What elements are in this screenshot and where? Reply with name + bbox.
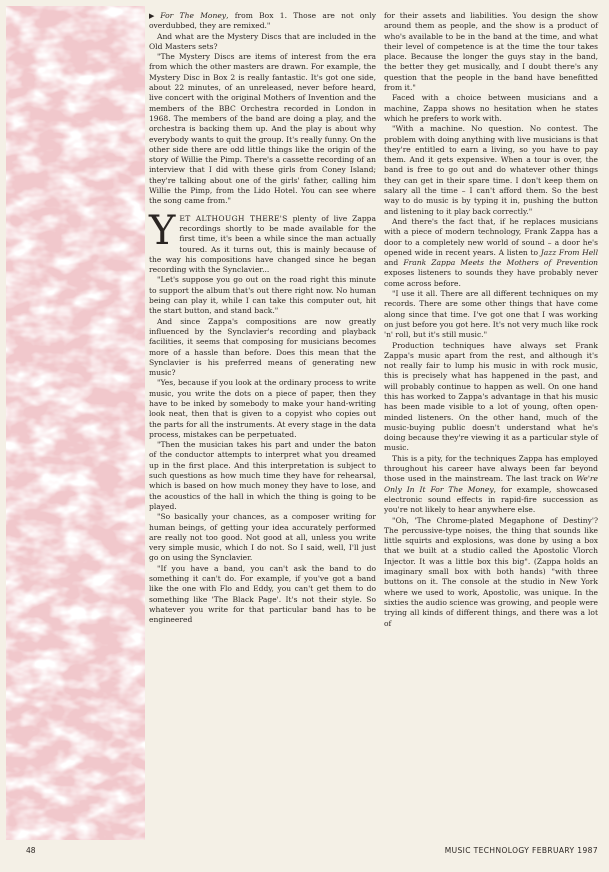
- paragraph: Faced with a choice between musicians and a machine, Zappa shows no hesitation when he states which he prefers to work with.: [384, 93, 598, 123]
- paragraph: ▶ For The Money, from Box 1. Those are not only overdubbed, they are remixed.": [149, 11, 376, 31]
- paragraph: "Then the musician takes his part and under the baton of the conductor attempts to interpret what you dreamed up in the first place. And this interpretation is subject to such questions as how much time they have for rehearsal, which is based on how much money they have to lose, and the acoustics of the hall in which the thing is going to be played.: [149, 440, 376, 511]
- paragraph: And what are the Mystery Discs that are included in the Old Masters sets?: [149, 31, 376, 51]
- album-title: We're Only In It For The Money: [384, 474, 598, 494]
- left-column: [149, 11, 376, 626]
- album-title: Frank Zappa Meets the Mothers of Prevention: [403, 258, 598, 268]
- paragraph: "If you have a band, you can't ask the band to do something it can't do. For example, if you've got a band like the one with Flo and Eddy, you can't get them to do something like 'The Black Page'. It's not their style. So whatever you write for that particular band has to be engineered: [149, 563, 376, 625]
- paragraph: "With a machine. No question. No contest. The problem with doing anything with live musicians is that they're entitled to earn a living, so you have to pay them. And it gets expensive. When a tour is over, the band is free to go out and do whatever other things they can get in their spare time. I don't keep them on salary all the time – I can't afford them. So the best way to do music is by typing it in, pushing the button and listening to it play back correctly.": [384, 124, 598, 216]
- drop-cap: Y: [149, 207, 176, 254]
- paragraph: for their assets and liabilities. You design the show around them as people, and the show is a product of who's available to be in the band at the time, and what their level of competence is at the time the tour takes place. Because the longer the guys stay in the band, the better they get musically, and I doubt there's any question that the people in the band have benefitted from it.": [384, 11, 598, 93]
- album-title: For The Money: [160, 11, 227, 20]
- paragraph: "Yes, because if you look at the ordinary process to write music, you write the dots on a piece of paper, then they have to be inked by somebody to make your hand-writing look neat, then that is given to a copyist who copies out the parts for all the instruments. At every stage in the data process, mistakes can be perpetuated.: [149, 378, 376, 439]
- section-start: YET ALTHOUGH THERE'S plenty of live Zappa recordings shortly to be made available for the first time, it's been a while since the man actually toured. As it turns out, this is mainly because of the way his compositions have changed since he began recording with the Synclavier...: [149, 207, 376, 275]
- paragraph: "The Mystery Discs are items of interest from the era from which the other masters are drawn. For example, the Mystery Disc in Box 2 is really fantastic. It's got one side, about 22 minutes, of an unreleased, never before heard, live concert with the original Mothers of Invention and the members of the BBC Orchestra recorded in London in 1968. The members of the band are doing a play, and the orchestra is backing them up. And the play is about why everybody wants to quit the group. It's really funny. On the other side there are odd little things like the origin of the story of Willie the Pimp. There's a cassette recording of an interview that I did with these girls from Coney Island; they're talking about one of the girls' father, calling him Willie the Pimp, from the Lido Hotel. You can see where the song came from.": [149, 52, 376, 206]
- paragraph: And there's the fact that, if he replaces musicians with a piece of modern technology, Frank Zappa has a door to a completely new world of sound – a door he's opened wide in recent years. A listen to Jazz From Hell and Frank Zappa Meets the Mothers of Prevention exposes listeners to sounds they have probably never come across before.: [384, 216, 598, 288]
- paragraph: Production techniques have always set Frank Zappa's music apart from the rest, and although it's not really fair to lump his music in with rock music, this is precisely what has happened in the past, and will probably continue to happen as well. On one hand this has worked to Zappa's advantage in that his music has been made visible to a lot of young, often open-minded listeners. On the other hand, much of the music-buying public doesn't understand what he's doing because they're viewing it as a particular style of music.: [384, 340, 598, 453]
- paragraph: And since Zappa's compositions are now greatly influenced by the Synclavier's recording and playback facilities, it seems that composing for musicians becomes more of a hassle than before. Does this mean that the Synclavier is his preferred means of generating new music?: [149, 316, 376, 378]
- paragraph: "I use it all. There are all different techniques on my records. There are some other things that have come along since that time. I've got one that I was working on just before you got here. It's not very much like rock 'n' roll, but it's still music.": [384, 289, 598, 340]
- page-number: 48: [26, 846, 36, 855]
- pink-texture-graphic: [6, 6, 145, 840]
- paragraph: "Oh, 'The Chrome-plated Megaphone of Destiny'? The percussive-type noises, the thing that sounds like little squirts and explosions, was done by using a box that we built at a studio called the Apostolic Vlorch Injector. It was a little box this big". (Zappa holds an imaginary small box with both hands) "with three buttons on it. The console at the studio in New York where we used to work, Apostolic, was unique. In the sixties the audio science was growing, and people were trying all kinds of different things, and there was a lot of: [384, 515, 598, 628]
- lead-in-caps: ET ALTHOUGH THERE'S: [179, 213, 288, 223]
- right-column: [384, 11, 598, 629]
- paragraph: "So basically your chances, as a composer writing for human beings, of getting your idea accurately performed are really not too good. Not good at all, unless you write very simple music, which I do not. So I said, well, I'll just go on using the Synclavier.: [149, 512, 376, 563]
- album-title: Jazz From Hell: [540, 247, 598, 257]
- running-footer: MUSIC TECHNOLOGY FEBRUARY 1987: [444, 846, 598, 855]
- paragraph: "Let's suppose you go out on the road right this minute to support the album that's out there right now. No human being can play it, while I can take this computer out, hit the start button, and stand back.": [149, 275, 376, 316]
- continue-arrow-icon: ▶: [149, 12, 159, 20]
- decorative-artwork: [6, 6, 145, 840]
- paragraph: This is a pity, for the techniques Zappa has employed throughout his career have always been far beyond those used in the mainstream. The last track on We're Only In It For The Money, for example, showcased electronic sound effects in rapid-fire succession as you're not likely to hear anywhere else.: [384, 453, 598, 515]
